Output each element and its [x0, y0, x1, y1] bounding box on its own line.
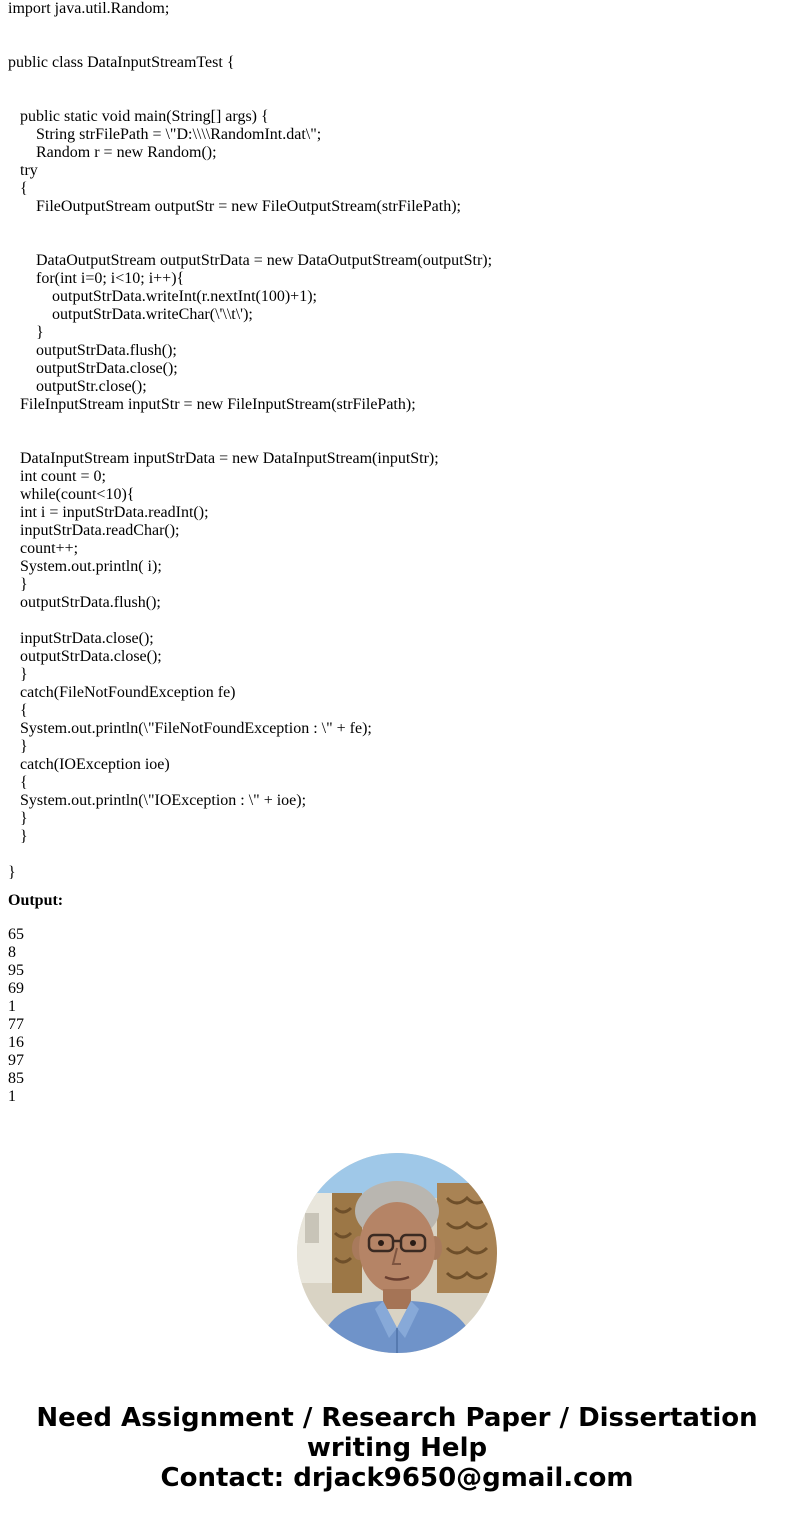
- code-line: outputStrData.close();: [8, 360, 178, 377]
- code-line: }: [8, 324, 44, 341]
- code-line: [8, 18, 778, 36]
- output-heading: Output:: [8, 892, 64, 909]
- code-line: String strFilePath = \"D:\\\\RandomInt.dat\";: [8, 126, 322, 143]
- code-line: FileInputStream inputStr = new FileInputStream(strFilePath);: [8, 396, 416, 413]
- code-line: outputStrData.flush();: [8, 342, 177, 359]
- code-line: }: [8, 666, 28, 683]
- output-value: 1: [8, 998, 16, 1015]
- code-line: }: [8, 810, 28, 827]
- code-line: {: [8, 774, 28, 791]
- code-line: outputStr.close();: [8, 378, 147, 395]
- output-value: 85: [8, 1070, 24, 1087]
- code-line: System.out.println(\"FileNotFoundException : \" + fe);: [8, 720, 372, 737]
- code-line: [8, 612, 778, 630]
- code-line: outputStrData.flush();: [8, 594, 161, 611]
- code-line: inputStrData.readChar();: [8, 522, 180, 539]
- java-code-block: [8, 0, 778, 882]
- code-line: }: [8, 864, 16, 881]
- code-line: [8, 36, 778, 54]
- output-value: 77: [8, 1016, 24, 1033]
- code-line: DataInputStream inputStrData = new DataInputStream(inputStr);: [8, 450, 439, 467]
- code-line: outputStrData.writeInt(r.nextInt(100)+1);: [8, 288, 317, 305]
- code-line: public class DataInputStreamTest {: [8, 54, 235, 71]
- code-line: }: [8, 738, 28, 755]
- code-line: for(int i=0; i<10; i++){: [8, 270, 185, 287]
- output-values: [8, 926, 24, 1106]
- code-line: DataOutputStream outputStrData = new DataOutputStream(outputStr);: [8, 252, 493, 269]
- code-line: System.out.println( i);: [8, 558, 162, 575]
- promo-banner: [0, 1403, 794, 1493]
- output-value: 69: [8, 980, 24, 997]
- code-line: System.out.println(\"IOException : \" + ioe);: [8, 792, 307, 809]
- code-line: catch(FileNotFoundException fe): [8, 684, 236, 701]
- code-line: public static void main(String[] args) {: [8, 108, 269, 125]
- code-line: count++;: [8, 540, 79, 557]
- code-line: [8, 846, 778, 864]
- output-value: 95: [8, 962, 24, 979]
- code-line: [8, 432, 778, 450]
- output-value: 8: [8, 944, 16, 961]
- code-line: }: [8, 576, 28, 593]
- output-value: 97: [8, 1052, 24, 1069]
- author-portrait-image: [297, 1153, 497, 1353]
- code-line: FileOutputStream outputStr = new FileOutputStream(strFilePath);: [8, 198, 461, 215]
- author-avatar: [297, 1153, 497, 1353]
- code-line: [8, 414, 778, 432]
- code-line: {: [8, 702, 28, 719]
- code-line: import java.util.Random;: [8, 0, 170, 17]
- code-line: outputStrData.close();: [8, 648, 162, 665]
- code-line: catch(IOException ioe): [8, 756, 170, 773]
- code-line: [8, 72, 778, 90]
- code-line: {: [8, 180, 28, 197]
- output-value: 1: [8, 1088, 16, 1105]
- promo-headline: Need Assignment / Research Paper / Dissertation: [36, 1403, 758, 1433]
- code-line: [8, 90, 778, 108]
- code-line: outputStrData.writeChar(\'\\t\');: [8, 306, 253, 323]
- code-line: }: [8, 828, 28, 845]
- code-line: int count = 0;: [8, 468, 106, 485]
- output-value: 65: [8, 926, 24, 943]
- promo-contact: Contact: drjack9650@gmail.com: [160, 1463, 634, 1493]
- code-line: int i = inputStrData.readInt();: [8, 504, 209, 521]
- code-line: [8, 234, 778, 252]
- code-line: [8, 216, 778, 234]
- promo-subline: writing Help: [306, 1433, 488, 1463]
- code-line: try: [8, 162, 38, 179]
- code-line: Random r = new Random();: [8, 144, 217, 161]
- code-line: while(count<10){: [8, 486, 135, 503]
- output-value: 16: [8, 1034, 24, 1051]
- code-line: inputStrData.close();: [8, 630, 154, 647]
